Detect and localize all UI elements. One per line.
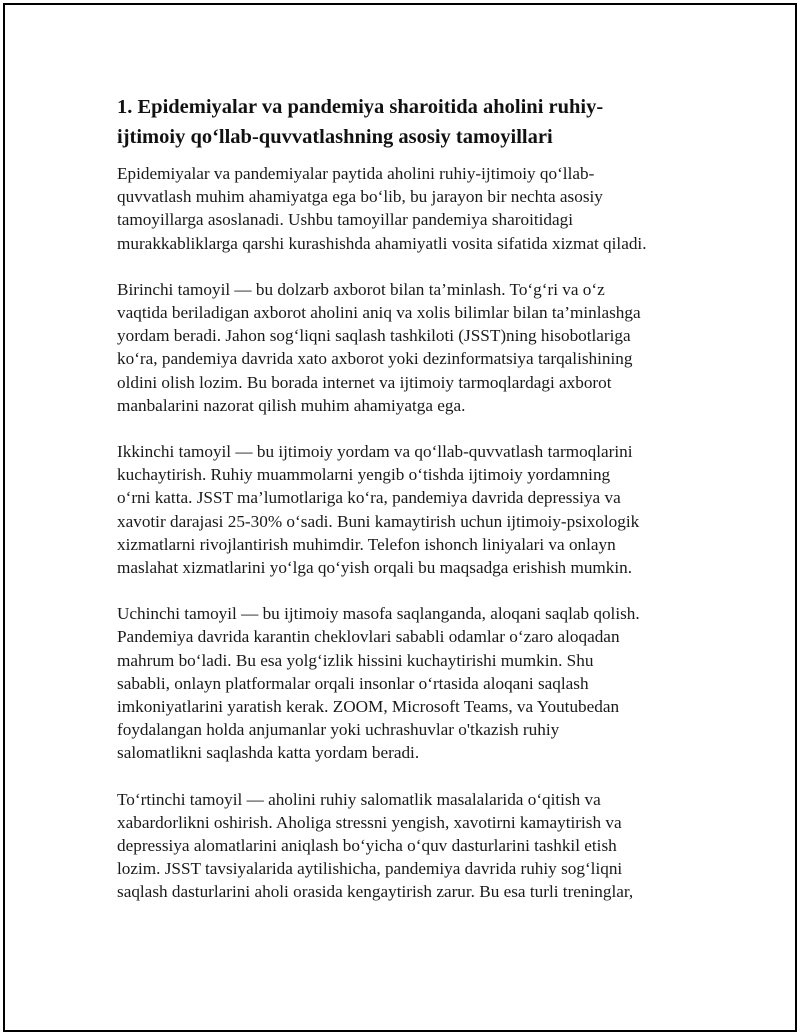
text-line: oldini olish lozim. Bu borada internet va ijtimoiy tarmoqlardagi axborot (117, 372, 612, 392)
text-line: manbalarini nazorat qilish muhim ahamiyatga ega. (117, 395, 466, 415)
paragraph-intro (117, 162, 697, 255)
text-line: mahrum bo‘ladi. Bu esa yolg‘izlik hissini kuchaytirishi mumkin. Shu (117, 650, 594, 670)
text-line: Ikkinchi tamoyil — bu ijtimoiy yordam va qo‘llab-quvvatlash tarmoqlarini (117, 442, 633, 462)
paragraph-first-principle (117, 278, 697, 417)
paragraph-second-principle (117, 440, 697, 579)
text-line: quvvatlash muhim ahamiyatga ega bo‘lib, bu jarayon bir nechta asosiy (117, 187, 603, 207)
document-body (117, 92, 697, 927)
text-line: Birinchi tamoyil — bu dolzarb axborot bilan ta’minlash. To‘g‘ri va o‘z (117, 279, 605, 299)
text-line: murakkabliklarga qarshi kurashishda ahamiyatli vosita sifatida xizmat qiladi. (117, 233, 647, 253)
text-line: lozim. JSST tavsiyalarida aytilishicha, pandemiya davrida ruhiy sog‘liqni (117, 859, 623, 879)
text-line: Epidemiyalar va pandemiyalar paytida aholini ruhiy-ijtimoiy qo‘llab- (117, 164, 595, 183)
paragraph-third-principle (117, 602, 697, 764)
text-line: Uchinchi tamoyil — bu ijtimoiy masofa saqlanganda, aloqani saqlab qolish. (117, 604, 640, 624)
heading-line: ijtimoiy qo‘llab-quvvatlashning asosiy tamoyillari (117, 126, 553, 148)
text-line: xizmatlarni rivojlantirish muhimdir. Telefon ishonch liniyalari va onlayn (117, 534, 616, 554)
text-line: maslahat xizmatlarini yo‘lga qo‘yish orqali bu maqsadga erishish mumkin. (117, 558, 633, 578)
section-heading (117, 92, 697, 152)
text-line: imkoniyatlarini yaratish kerak. ZOOM, Microsoft Teams, va Youtubedan (117, 697, 620, 717)
text-line: saqlash dasturlarini aholi orasida kengaytirish zarur. Bu esa turli treninglar, (117, 882, 634, 902)
text-line: foydalangan holda anjumanlar yoki uchrashuvlar o'tkazish ruhiy (117, 720, 560, 740)
text-line: o‘rni katta. JSST ma’lumotlariga ko‘ra, pandemiya davrida depressiya va (117, 488, 621, 508)
heading-line: 1. Epidemiyalar va pandemiya sharoitida aholini ruhiy- (117, 96, 604, 118)
text-line: sababli, onlayn platformalar orqali insonlar o‘rtasida aloqani saqlash (117, 673, 589, 693)
text-line: Pandemiya davrida karantin cheklovlari sababli odamlar o‘zaro aloqadan (117, 627, 620, 647)
text-line: kuchaytirish. Ruhiy muammolarni yengib o‘tishda ijtimoiy yordamning (117, 465, 611, 485)
text-line: To‘rtinchi tamoyil — aholini ruhiy salomatlik masalalarida o‘qitish va (117, 789, 601, 809)
text-line: xavotir darajasi 25-30% o‘sadi. Buni kamaytirish uchun ijtimoiy-psixologik (117, 511, 640, 531)
paragraph-fourth-principle (117, 788, 697, 904)
text-line: depressiya alomatlarini aniqlash bo‘yicha o‘quv dasturlarini tashkil etish (117, 836, 617, 856)
text-line: ko‘ra, pandemiya davrida xato axborot yoki dezinformatsiya tarqalishining (117, 349, 633, 369)
text-line: vaqtida beriladigan axborot aholini aniq va xolis bilimlar bilan ta’minlashga (117, 303, 641, 323)
text-line: yordam beradi. Jahon sog‘liqni saqlash tashkiloti (JSST)ning hisobotlariga (117, 326, 631, 346)
text-line: tamoyillarga asoslanadi. Ushbu tamoyillar pandemiya sharoitidagi (117, 210, 573, 230)
text-line: xabardorlikni oshirish. Aholiga stressni yengish, xavotirni kamaytirish va (117, 812, 622, 832)
text-line: salomatlikni saqlashda katta yordam beradi. (117, 743, 420, 763)
